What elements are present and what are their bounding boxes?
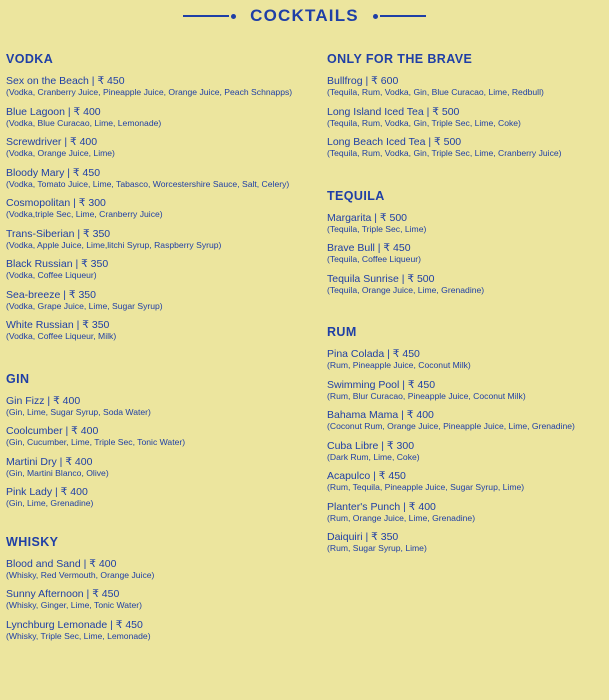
menu-item-name-price: Blood and Sand | ₹ 400 — [6, 557, 117, 570]
page-title: COCKTAILS — [250, 6, 359, 25]
menu-item-name-price: Martini Dry | ₹ 400 — [6, 455, 93, 468]
menu-item-name-price: Cuba Libre | ₹ 300 — [327, 439, 415, 452]
menu-item-name-price: Acapulco | ₹ 450 — [327, 470, 406, 482]
menu-item-name-price: Margarita | ₹ 500 — [327, 211, 408, 224]
menu-item-ingredients: (Gin, Lime, Sugar Syrup, Soda Water) — [6, 406, 151, 417]
menu-item-ingredients: (Tequila, Rum, Vodka, Gin, Triple Sec, Lime, Coke) — [327, 117, 521, 128]
menu-item-ingredients: (Vodka, Blue Curacao, Lime, Lemonade) — [6, 117, 162, 128]
menu-item — [327, 470, 607, 493]
menu-item-ingredients: (Vodka, Cranberry Juice, Pineapple Juice, Orange Juice, Peach Schnapps) — [6, 87, 293, 97]
menu-item-name-price: Long Beach Iced Tea | ₹ 500 — [327, 136, 462, 148]
menu-item-ingredients: (Vodka, Coffee Liqueur, Milk) — [6, 331, 117, 341]
menu-item-name-price: Pina Colada | ₹ 450 — [327, 348, 420, 360]
section-only-for-the-brave — [327, 52, 607, 159]
section-vodka — [6, 52, 306, 342]
left-column — [6, 52, 306, 649]
menu-item-name-price: Swimming Pool | ₹ 450 — [327, 378, 436, 391]
menu-item-name-price: Pink Lady | ₹ 400 — [6, 486, 88, 498]
menu-item-ingredients: (Gin, Lime, Grenadine) — [6, 498, 94, 508]
menu-item-name-price: Brave Bull | ₹ 450 — [327, 242, 411, 254]
menu-item-name-price: Blue Lagoon | ₹ 400 — [6, 105, 101, 118]
menu-item — [6, 258, 306, 281]
menu-item-name-price: Daiquiri | ₹ 350 — [327, 531, 399, 543]
menu-item-name-price: Gin Fizz | ₹ 400 — [6, 394, 81, 407]
menu-item — [6, 75, 306, 98]
menu-item-name-price: Long Island Iced Tea | ₹ 500 — [327, 105, 460, 118]
menu-item-ingredients: (Rum, Orange Juice, Lime, Grenadine) — [327, 512, 476, 523]
menu-item-name-price: Coolcumber | ₹ 400 — [6, 425, 99, 437]
menu-item-ingredients: (Rum, Pineapple Juice, Coconut Milk) — [327, 360, 471, 370]
menu-item-ingredients: (Vodka, Coffee Liqueur) — [6, 270, 97, 280]
menu-item — [327, 501, 607, 524]
menu-item-ingredients: (Tequila, Rum, Vodka, Gin, Triple Sec, Lime, Cranberry Juice) — [327, 148, 562, 158]
menu-item-ingredients: (Tequila, Triple Sec, Lime) — [327, 223, 427, 234]
menu-item — [327, 242, 607, 265]
menu-item-ingredients: (Whisky, Ginger, Lime, Tonic Water) — [6, 600, 142, 610]
menu-item-name-price: Black Russian | ₹ 350 — [6, 258, 109, 270]
menu-item-name-price: Trans-Siberian | ₹ 350 — [6, 227, 111, 240]
menu-item-name-price: Lynchburg Lemonade | ₹ 450 — [6, 618, 143, 631]
section-heading: TEQUILA — [327, 188, 385, 203]
menu-item-ingredients: (Vodka, Grape Juice, Lime, Sugar Syrup) — [6, 300, 163, 311]
menu-item — [327, 348, 607, 371]
menu-item — [327, 531, 607, 554]
menu-item-name-price: Sunny Afternoon | ₹ 450 — [6, 588, 120, 600]
menu-item — [6, 425, 306, 448]
menu-item-name-price: Cosmopolitan | ₹ 300 — [6, 197, 106, 209]
menu-item-ingredients: (Vodka, Tomato Juice, Lime, Tabasco, Worcestershire Sauce, Salt, Celery) — [6, 178, 290, 189]
menu-item — [6, 558, 306, 581]
menu-item-ingredients: (Dark Rum, Lime, Coke) — [327, 451, 420, 462]
menu-item-name-price: Tequila Sunrise | ₹ 500 — [327, 272, 435, 285]
menu-item-name-price: Planter's Punch | ₹ 400 — [327, 500, 436, 513]
menu-item — [6, 456, 306, 479]
menu-item — [6, 319, 306, 342]
menu-item — [6, 395, 306, 418]
menu-item — [327, 440, 607, 463]
menu-item-name-price: Sea-breeze | ₹ 350 — [6, 288, 96, 301]
menu-item — [327, 106, 607, 129]
menu-item — [327, 75, 607, 98]
menu-item — [327, 379, 607, 402]
section-heading: RUM — [327, 325, 357, 339]
menu-item — [6, 588, 306, 611]
menu-item — [327, 136, 607, 159]
menu-item-ingredients: (Gin, Cucumber, Lime, Triple Sec, Tonic Water) — [6, 437, 186, 447]
menu-item-ingredients: (Tequila, Rum, Vodka, Gin, Blue Curacao, Lime, Redbull) — [327, 87, 544, 97]
menu-item — [6, 619, 306, 642]
menu-item — [327, 212, 607, 235]
menu-item — [6, 228, 306, 251]
page-header — [0, 4, 609, 28]
menu-item — [6, 167, 306, 190]
menu-item-ingredients: (Rum, Blur Curacao, Pineapple Juice, Coconut Milk) — [327, 390, 526, 401]
section-whisky — [6, 535, 306, 642]
section-heading: VODKA — [6, 52, 54, 66]
section-heading: ONLY FOR THE BRAVE — [327, 52, 473, 66]
section-rum — [327, 325, 607, 554]
menu-item-ingredients: (Gin, Martini Blanco, Olive) — [6, 467, 109, 478]
menu-item-ingredients: (Rum, Tequila, Pineapple Juice, Sugar Syrup, Lime) — [327, 482, 525, 492]
menu-item — [6, 106, 306, 129]
right-ornament-rule — [373, 14, 426, 19]
menu-item — [6, 136, 306, 159]
section-heading: GIN — [6, 371, 30, 386]
left-ornament-rule — [183, 14, 236, 19]
menu-item-ingredients: (Whisky, Triple Sec, Lime, Lemonade) — [6, 630, 151, 641]
menu-item-name-price: Sex on the Beach | ₹ 450 — [6, 75, 125, 87]
menu-item-ingredients: (Coconut Rum, Orange Juice, Pineapple Juice, Lime, Grenadine) — [327, 421, 575, 431]
menu-item-name-price: Bahama Mama | ₹ 400 — [327, 409, 434, 421]
menu-item — [6, 197, 306, 220]
right-column — [327, 52, 607, 562]
menu-item-ingredients: (Rum, Sugar Syrup, Lime) — [327, 543, 427, 553]
menu-item — [327, 273, 607, 296]
menu-item — [6, 486, 306, 509]
menu-item-ingredients: (Vodka, Orange Juice, Lime) — [6, 148, 115, 158]
menu-item-name-price: Screwdriver | ₹ 400 — [6, 136, 98, 148]
menu-item-ingredients: (Vodka,triple Sec, Lime, Cranberry Juice) — [6, 209, 163, 219]
menu-item-name-price: White Russian | ₹ 350 — [6, 319, 110, 331]
menu-item-ingredients: (Tequila, Coffee Liqueur) — [327, 254, 421, 264]
menu-item-name-price: Bloody Mary | ₹ 450 — [6, 166, 101, 179]
menu-item — [6, 289, 306, 312]
section-heading: WHISKY — [6, 534, 59, 549]
menu-item-ingredients: (Tequila, Orange Juice, Lime, Grenadine) — [327, 284, 485, 295]
menu-item-ingredients: (Whisky, Red Vermouth, Orange Juice) — [6, 569, 155, 580]
section-tequila — [327, 189, 607, 296]
menu-item-ingredients: (Vodka, Apple Juice, Lime,litchi Syrup, Raspberry Syrup) — [6, 239, 222, 250]
section-gin — [6, 372, 306, 509]
menu-item — [327, 409, 607, 432]
menu-item-name-price: Bullfrog | ₹ 600 — [327, 75, 399, 87]
